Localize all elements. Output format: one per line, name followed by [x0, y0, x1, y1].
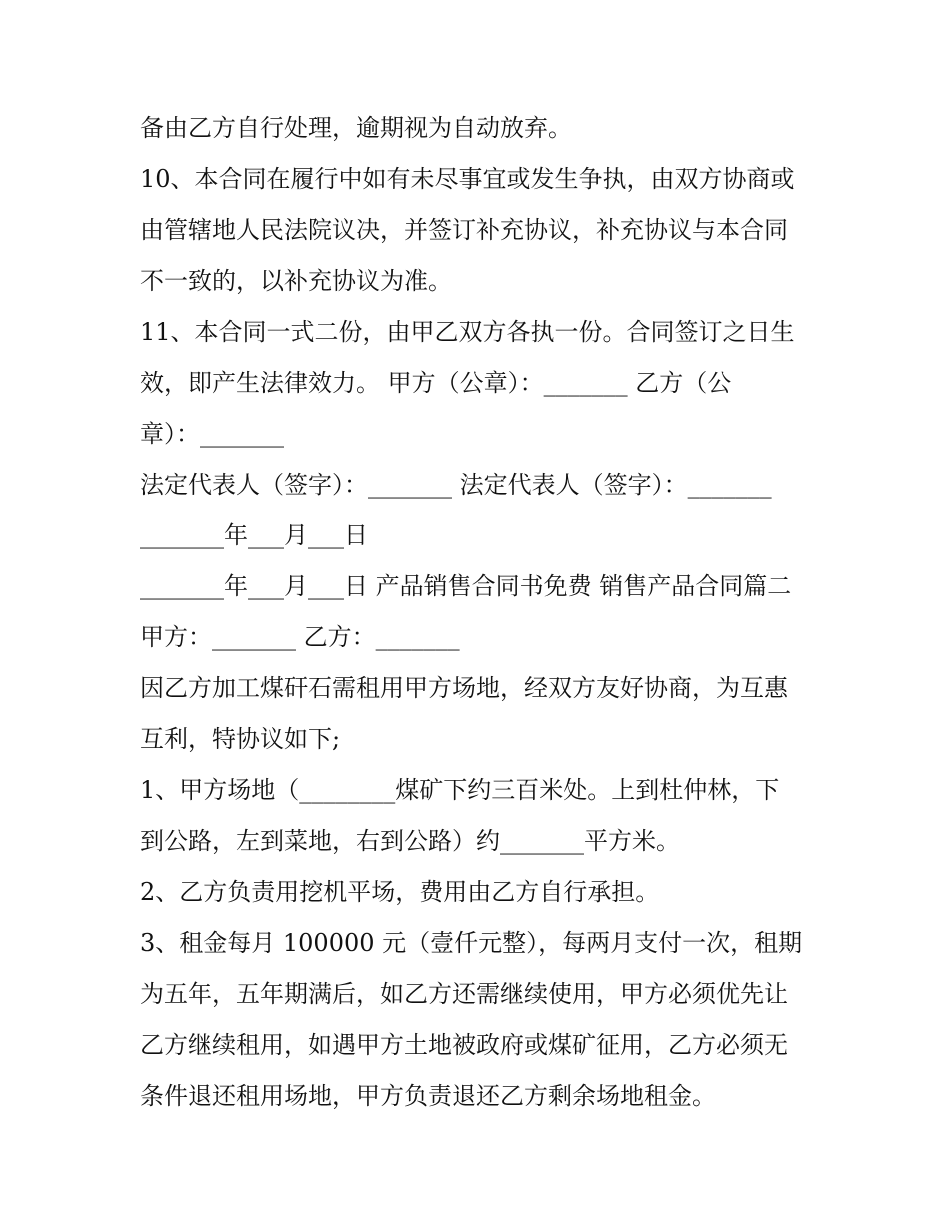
text-line: 2、乙方负责用挖机平场，费用由乙方自行承担。	[140, 878, 660, 906]
text-line: 备由乙方自行处理，逾期视为自动放弃。	[140, 114, 572, 142]
text-line: 法定代表人（签字）：_______ 法定代表人（签字）：_______	[140, 471, 772, 499]
text-line: 互利，特协议如下;	[140, 725, 341, 753]
text-line: 甲方：_______ 乙方：_______	[140, 623, 460, 651]
text-line: 1、甲方场地（________煤矿下约三百米处。上到杜仲林，下	[140, 776, 780, 804]
text-line: 条件退还租用场地，甲方负责退还乙方剩余场地租金。	[140, 1082, 716, 1110]
text-line: 到公路，左到菜地，右到公路）约_______平方米。	[140, 827, 680, 855]
text-line: 3、租金每月 100000 元（壹仟元整），每两月支付一次，租期	[140, 929, 803, 957]
text-line: 11、本合同一式二份，由甲乙双方各执一份。合同签订之日生	[140, 318, 795, 346]
text-line: 因乙方加工煤矸石需租用甲方场地，经双方友好协商，为互惠	[140, 674, 788, 702]
text-line: 10、本合同在履行中如有未尽事宜或发生争执，由双方协商或	[140, 165, 795, 193]
text-line: 不一致的，以补充协议为准。	[140, 267, 452, 295]
text-line: 乙方继续租用，如遇甲方土地被政府或煤矿征用，乙方必须无	[140, 1031, 788, 1059]
text-line: 章）：_______	[140, 420, 284, 448]
text-line: _______年___月___日	[140, 521, 368, 549]
text-line: 效，即产生法律效力。 甲方（公章）：_______ 乙方（公	[140, 369, 732, 397]
text-line: _______年___月___日 产品销售合同书免费 销售产品合同篇二	[140, 572, 792, 600]
text-line: 为五年，五年期满后，如乙方还需继续使用，甲方必须优先让	[140, 980, 788, 1008]
text-line: 由管辖地人民法院议决，并签订补充协议，补充协议与本合同	[140, 216, 788, 244]
